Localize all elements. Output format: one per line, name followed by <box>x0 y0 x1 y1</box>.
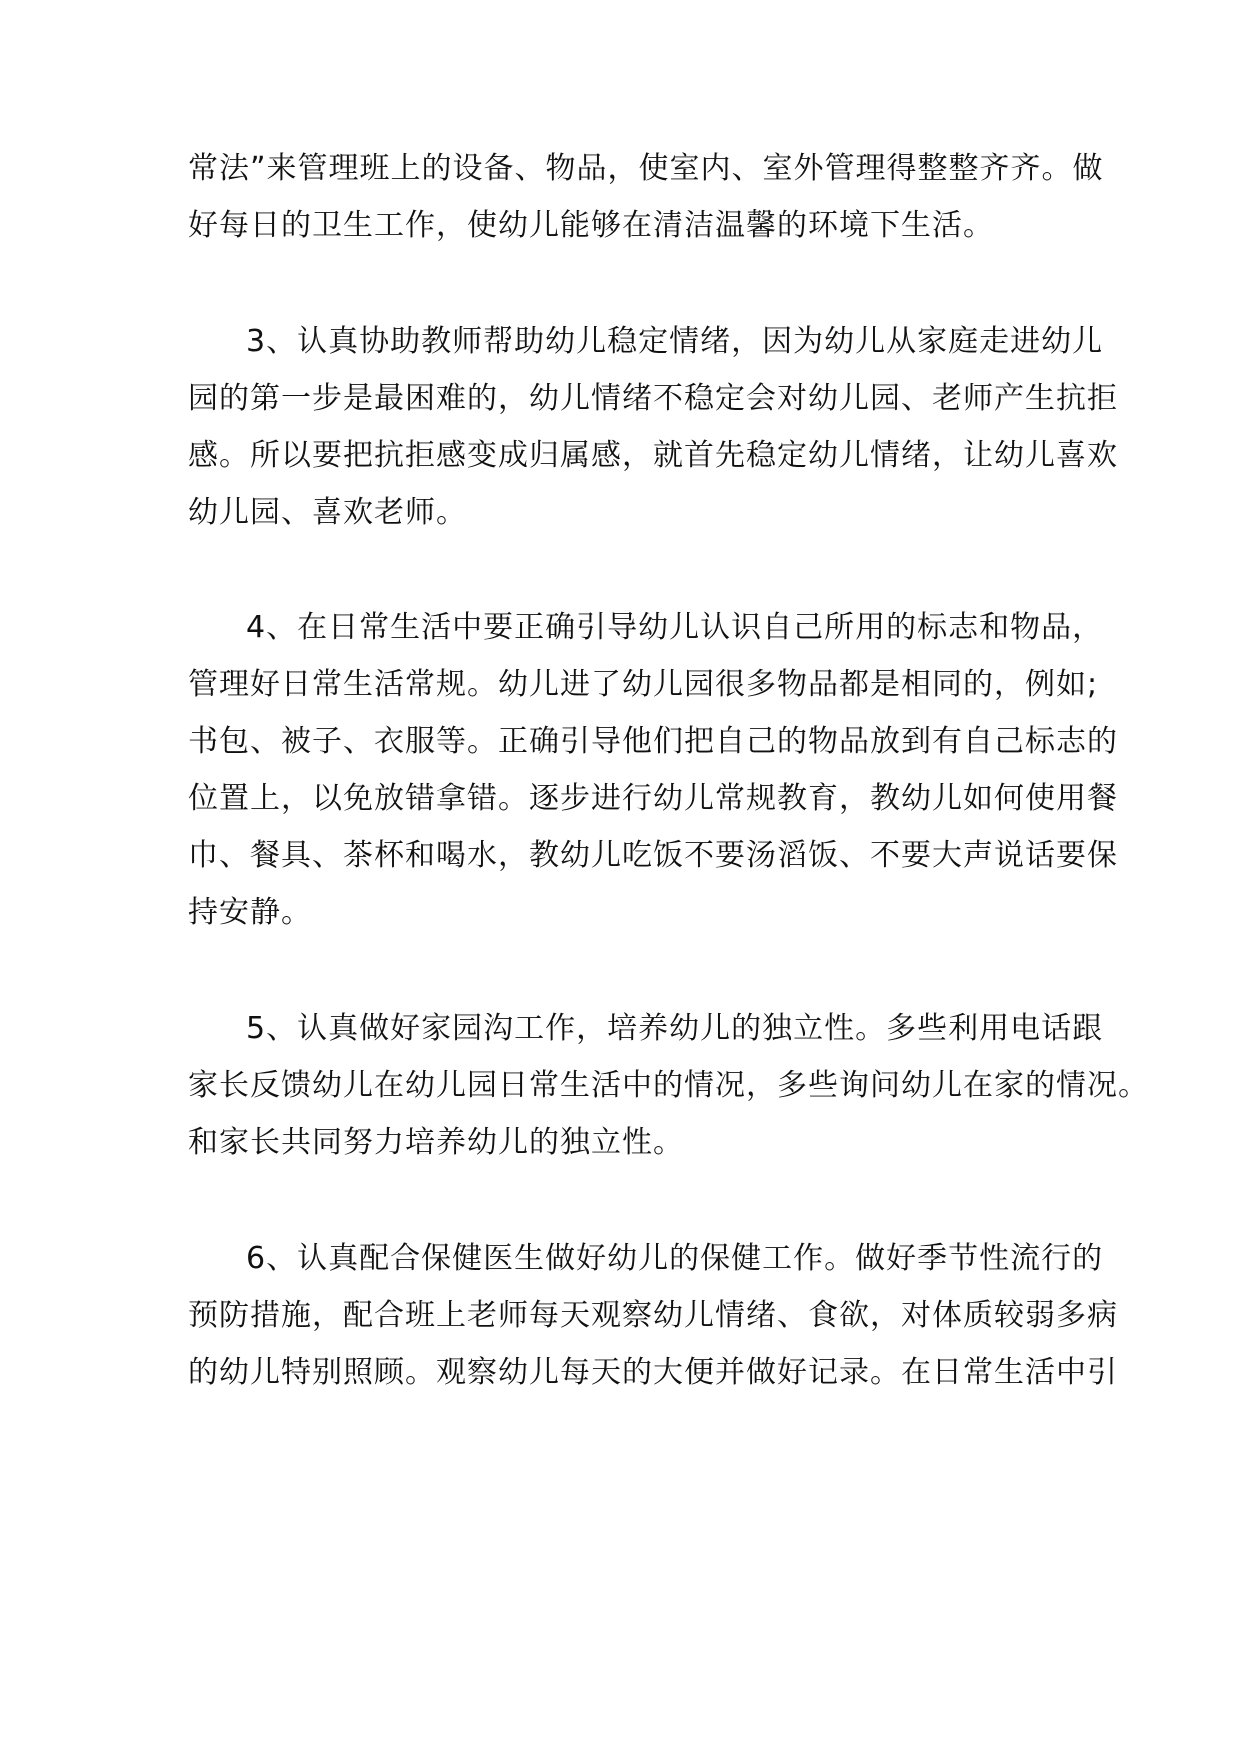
text-line: 预防措施，配合班上老师每天观察幼儿情绪、食欲，对体质较弱多病 <box>188 1298 1118 1333</box>
text-line: 持安静。 <box>188 895 312 930</box>
text-line: 书包、被子、衣服等。正确引导他们把自己的物品放到有自己标志的 <box>188 724 1118 759</box>
text-line: 的幼儿特别照顾。观察幼儿每天的大便并做好记录。在日常生活中引 <box>188 1355 1118 1390</box>
text-line: 家长反馈幼儿在幼儿园日常生活中的情况，多些询问幼儿在家的情况。 <box>188 1068 1149 1103</box>
paragraph-4-line: 4、在日常生活中要正确引导幼儿认识自己所用的标志和物品， <box>246 610 1104 645</box>
text-line: 好每日的卫生工作，使幼儿能够在清洁温馨的环境下生活。 <box>188 208 994 243</box>
text-line: 和家长共同努力培养幼儿的独立性。 <box>188 1125 684 1160</box>
text-line: 幼儿园、喜欢老师。 <box>188 495 467 530</box>
text-line: 园的第一步是最困难的，幼儿情绪不稳定会对幼儿园、老师产生抗拒 <box>188 381 1118 416</box>
paragraph-6-line: 6、认真配合保健医生做好幼儿的保健工作。做好季节性流行的 <box>246 1241 1104 1276</box>
text-line: 位置上，以免放错拿错。逐步进行幼儿常规教育，教幼儿如何使用餐 <box>188 781 1118 816</box>
text-line: 管理好日常生活常规。幼儿进了幼儿园很多物品都是相同的，例如; <box>188 667 1099 702</box>
text-line: 常法”来管理班上的设备、物品，使室内、室外管理得整整齐齐。做 <box>188 151 1104 186</box>
text-line: 感。所以要把抗拒感变成归属感，就首先稳定幼儿情绪，让幼儿喜欢 <box>188 438 1118 473</box>
paragraph-3-line: 3、认真协助教师帮助幼儿稳定情绪，因为幼儿从家庭走进幼儿 <box>246 324 1104 359</box>
text-line: 巾、餐具、茶杯和喝水，教幼儿吃饭不要汤滔饭、不要大声说话要保 <box>188 838 1118 873</box>
paragraph-5-line: 5、认真做好家园沟工作，培养幼儿的独立性。多些利用电话跟 <box>246 1011 1104 1046</box>
